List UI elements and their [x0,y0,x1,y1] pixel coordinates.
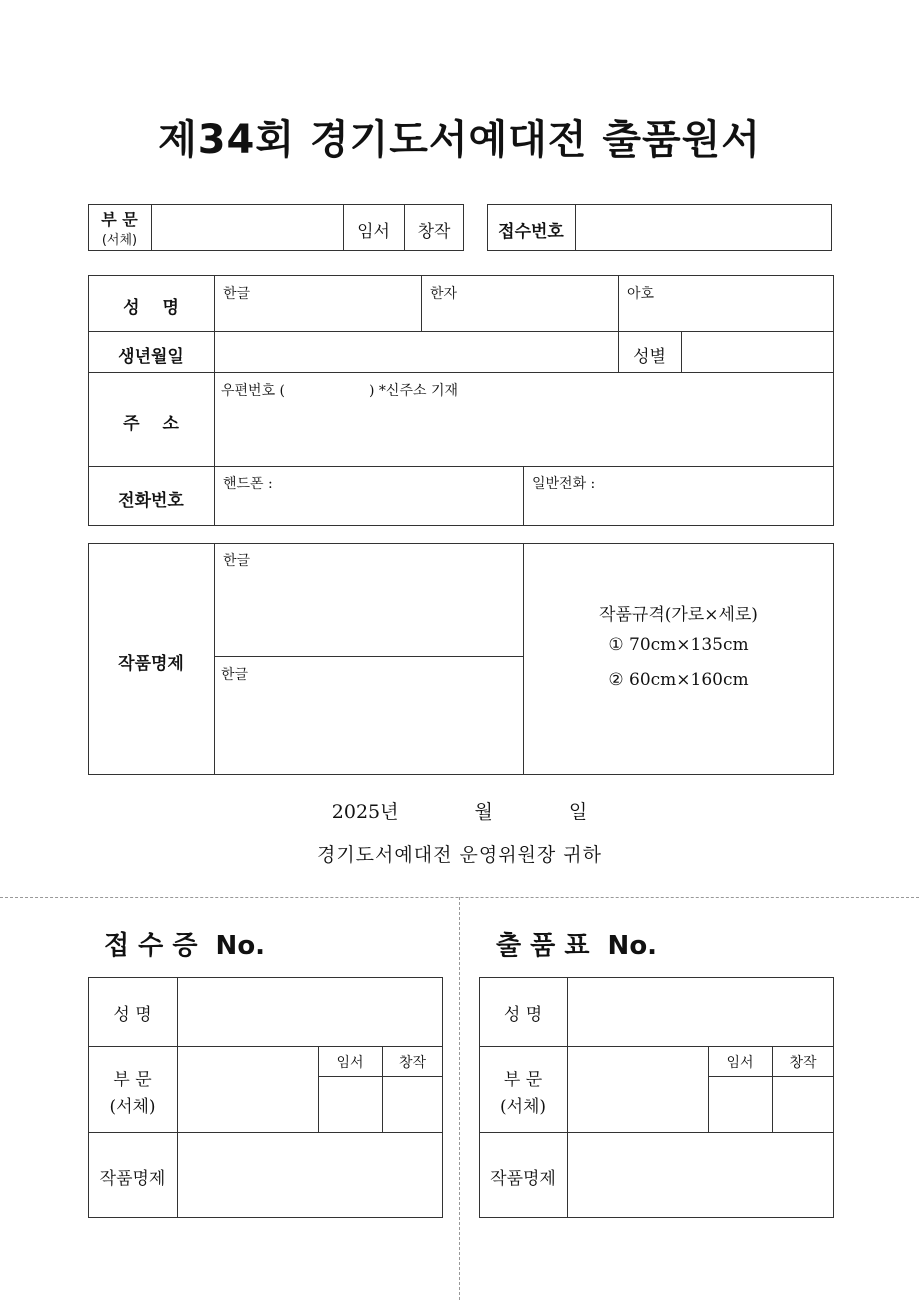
spec-option-2: ② 60cm×160cm [608,670,749,690]
receipt-option-imseo[interactable]: 임서 [336,1055,364,1071]
spec-option-1: ① 70cm×135cm [608,635,749,655]
work-title-hangul-2[interactable]: 한글 [221,667,249,683]
phone-label: 전화번호 [118,491,184,511]
page-title: 제34회 경기도서예대전 출품원서 [158,117,761,163]
option-imseo[interactable]: 임서 [357,222,390,242]
work-title-label: 작품명제 [118,654,184,674]
receipt-work-title-label: 작품명제 [99,1169,166,1189]
birth-label: 생년월일 [118,347,184,367]
entry-division-sub: (서체) [499,1097,547,1117]
receipt-division-label: 부 문 [113,1070,152,1090]
mobile-field[interactable]: 핸드폰 : [223,476,273,492]
spec-title: 작품규격(가로×세로) [599,605,758,625]
address-field[interactable]: 우편번호 ( ) *신주소 기재 [221,383,458,399]
division-input[interactable] [152,205,342,250]
work-title-hangul-1[interactable]: 한글 [223,553,251,569]
entry-name-label: 성 명 [503,1005,543,1025]
address-label: 주 소 [123,414,179,434]
entry-tag-title: 출 품 표 No. [496,931,658,961]
receipt-number-input[interactable] [576,205,831,250]
pen-name-field[interactable]: 아호 [627,286,655,302]
receipt-slip-title: 접 수 증 No. [104,931,266,961]
division-sub-label: (서체) [101,233,138,248]
receipt-number-label: 접수번호 [498,222,564,242]
option-changjak[interactable]: 창작 [417,222,451,242]
name-label: 성 명 [123,298,179,318]
cut-line-vertical [459,897,460,1300]
entry-option-imseo[interactable]: 임서 [726,1055,754,1071]
gender-field[interactable] [682,332,832,371]
division-label: 부 문 [101,210,138,229]
entry-option-changjak[interactable]: 창작 [789,1055,817,1071]
receipt-name-label: 성 명 [113,1005,152,1025]
name-hanja-field[interactable]: 한자 [430,286,458,302]
receipt-option-changjak[interactable]: 창작 [398,1055,427,1071]
landline-field[interactable]: 일반전화 : [532,476,596,492]
birth-field[interactable] [215,332,617,371]
addressee-line: 경기도서예대전 운영위원장 귀하 [316,844,603,866]
gender-label: 성별 [633,347,666,367]
receipt-division-sub: (서체) [109,1097,156,1117]
date-line: 2025년 월 일 [331,801,588,823]
entry-division-label: 부 문 [503,1070,543,1090]
name-hangul-field[interactable]: 한글 [223,286,251,302]
entry-work-title-label: 작품명제 [490,1169,556,1189]
